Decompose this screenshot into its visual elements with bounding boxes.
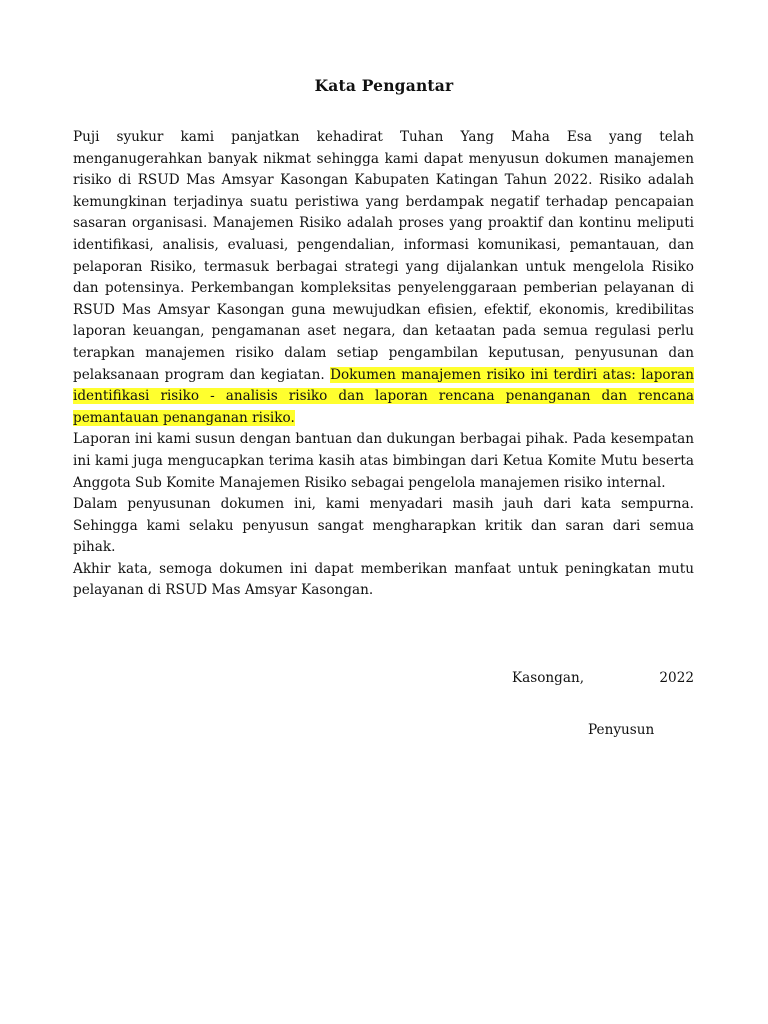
signer-label: Penyusun (588, 722, 655, 738)
date-line (512, 668, 694, 690)
year-text: 2022 (659, 670, 694, 686)
body-text (73, 127, 694, 602)
paragraph-2 (73, 429, 694, 494)
page-title: Kata Pengantar (314, 76, 454, 95)
place-text: Kasongan, (512, 670, 585, 686)
paragraph-2-text: Laporan ini kami susun dengan bantuan dan dukungan berbagai pihak. Pada kesempatan ini kami juga mengucapkan terima kasih atas bimbingan dari Ketua Komite Mutu beserta Anggota Sub Komite Manajemen Risiko sebagai pengelola manajemen risiko internal. (73, 431, 694, 491)
paragraph-4 (73, 559, 694, 602)
paragraph-3-text: Dalam penyusunan dokumen ini, kami menyadari masih jauh dari kata sempurna. Sehingga kami selaku penyusun sangat mengharapkan kritik dan saran dari semua pihak. (73, 496, 694, 556)
highlighted-text: Dokumen manajemen risiko ini terdiri atas: laporan identifikasi risiko - analisis risiko dan laporan rencana penanganan dan rencana pemantauan penanganan risiko. (73, 366, 694, 426)
paragraph-1-text: Puji syukur kami panjatkan kehadirat Tuhan Yang Maha Esa yang telah menganugerahkan banyak nikmat sehingga kami dapat menyusun dokumen manajemen risiko di RSUD Mas Amsyar Kasongan Kabupaten Katingan Tahun 2022. Risiko adalah kemungkinan terjadinya suatu peristiwa yang berdampak negatif terhadap pencapaian sasaran organisasi. Manajemen Risiko adalah proses yang proaktif dan kontinu meliputi identifikasi, analisis, evaluasi, pengendalian, informasi komunikasi, pemantauan, dan pelaporan Risiko, termasuk berbagai strategi yang dijalankan untuk mengelola Risiko dan potensinya. Perkembangan kompleksitas penyelenggaraan pemberian pelayanan di RSUD Mas Amsyar Kasongan guna mewujudkan efisien, efektif, ekonomis, kredibilitas laporan keuangan, pengamanan aset negara, dan ketaatan pada semua regulasi perlu terapkan manajemen risiko dalam setiap pengambilan keputusan, penyusunan dan pelaksanaan program dan kegiatan. (73, 129, 694, 383)
paragraph-4-text: Akhir kata, semoga dokumen ini dapat memberikan manfaat untuk peningkatan mutu pelayanan di RSUD Mas Amsyar Kasongan. (73, 560, 694, 599)
paragraph-1 (73, 127, 694, 429)
paragraph-3 (73, 494, 694, 559)
